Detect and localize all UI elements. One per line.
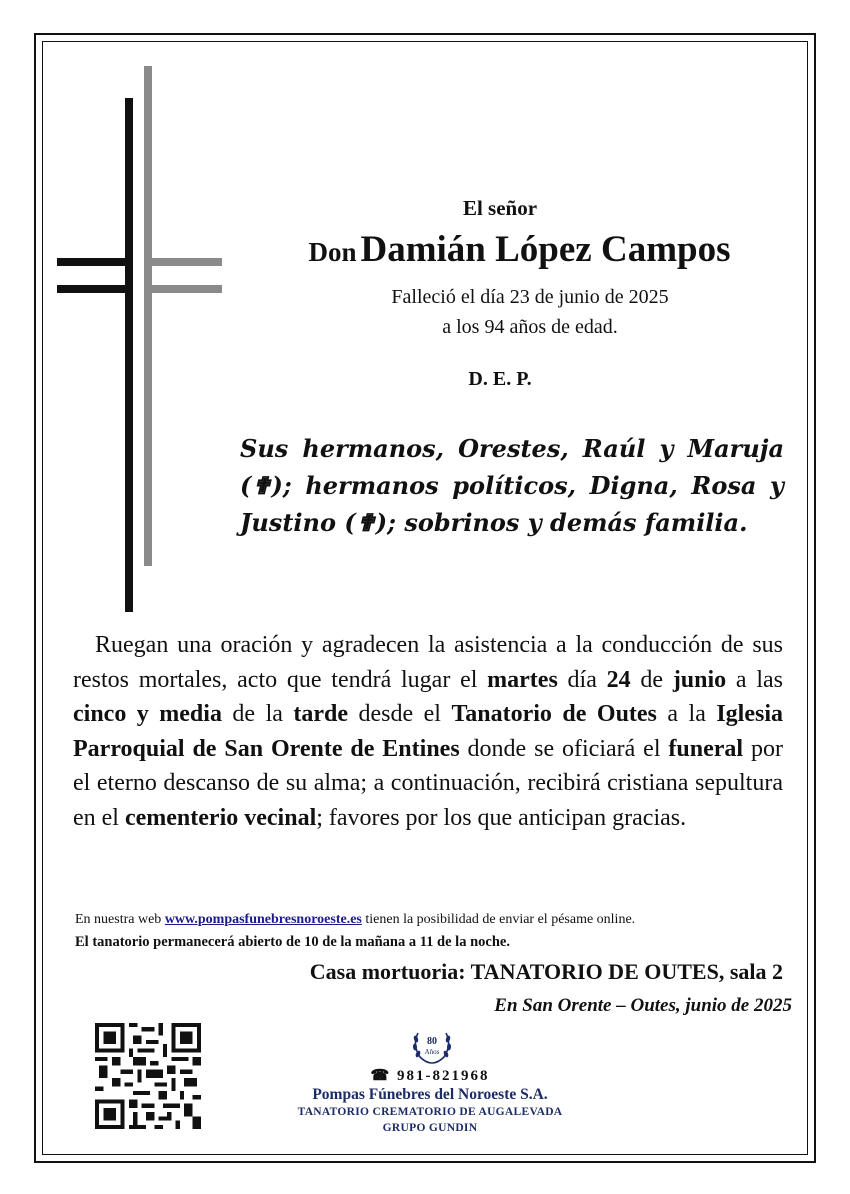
ann-text: a las [726,666,783,693]
ann-bold: tarde [293,701,349,727]
ann-bold: 24 [606,666,631,693]
dep-text: D. E. P. [468,368,532,390]
company-name: Pompas Fúnebres del Noroeste S.A. [312,1086,548,1103]
badge-number: 80 [427,1036,437,1047]
phone-line [330,1066,530,1085]
ann-bold: funeral [668,735,744,762]
deceased-name [252,228,787,271]
website-link[interactable]: www.pompasfunebresnoroeste.es [164,912,362,927]
ann-bold: junio [672,666,727,693]
title-prefix: Don [308,237,357,267]
inner-border [42,41,808,1155]
ann-text: por el eterno descanso de su alma; a continuación, recibirá cristiana sepultura en el [73,735,783,831]
family-paragraph [240,430,784,541]
badge-text: Años [424,1048,440,1056]
ann-text: de la [221,701,294,727]
ann-bold: Iglesia Parroquial de San Orente de Entines [73,701,784,762]
deceased-full-name: Damián López Campos [360,229,731,270]
ann-bold: Tanatorio de Outes [451,701,657,727]
company-subtitle-2: GRUPO GUNDIN [382,1122,478,1134]
ann-text: a la [656,701,717,727]
ann-text: día [557,666,607,693]
death-info [330,282,730,342]
qr-code-icon[interactable] [95,1023,201,1129]
web-note-text: En nuestra web [75,912,165,927]
ann-text: ; favores por los que anticipan gracias. [316,804,687,831]
ann-bold: cementerio vecinal [124,804,317,831]
anniversary-badge-icon [408,1025,456,1067]
announcement-paragraph [73,628,783,835]
hours-note: El tanatorio permanecerá abierto de 10 de la mañana a 11 de la noche. [75,934,510,950]
phone-number[interactable]: 981-821968 [396,1068,490,1084]
ann-bold: martes [487,666,558,693]
web-note [75,912,795,928]
intro-text: El señor [462,196,538,220]
casa-mortuoria: Casa mortuoria: TANATORIO DE OUTES, sala 2 [309,959,783,984]
phone-icon: ☎ [370,1068,392,1084]
small-cross-icon: ✟ [251,471,272,500]
family-text-3: ); sobrinos y demás familia. [375,508,748,537]
place-date: En San Orente – Outes, junio de 2025 [494,995,792,1016]
age-line: a los 94 años de edad. [442,316,618,338]
small-cross-icon: ✟ [355,508,376,537]
death-date-line: Falleció el día 23 de junio de 2025 [391,286,669,308]
web-note-text: tienen la posibilidad de enviar el pésame online. [361,912,636,927]
ann-bold: cinco y media [73,701,222,727]
ann-text: de [630,666,673,693]
ann-text: Ruegan una oración y agradecen la asistencia a la conducción de sus restos mortales, acto que tendrá lugar el [73,632,783,693]
family-text-1: Sus hermanos, Orestes, Raúl y Maruja ( [240,434,784,500]
ann-text: desde el [348,701,452,727]
company-subtitle-1: TANATORIO CREMATORIO DE AUGALEVADA [297,1106,563,1118]
family-text-2: ); hermanos políticos, Digna, Rosa y Justino ( [240,471,784,537]
ann-text: donde se oficiará el [459,735,669,762]
